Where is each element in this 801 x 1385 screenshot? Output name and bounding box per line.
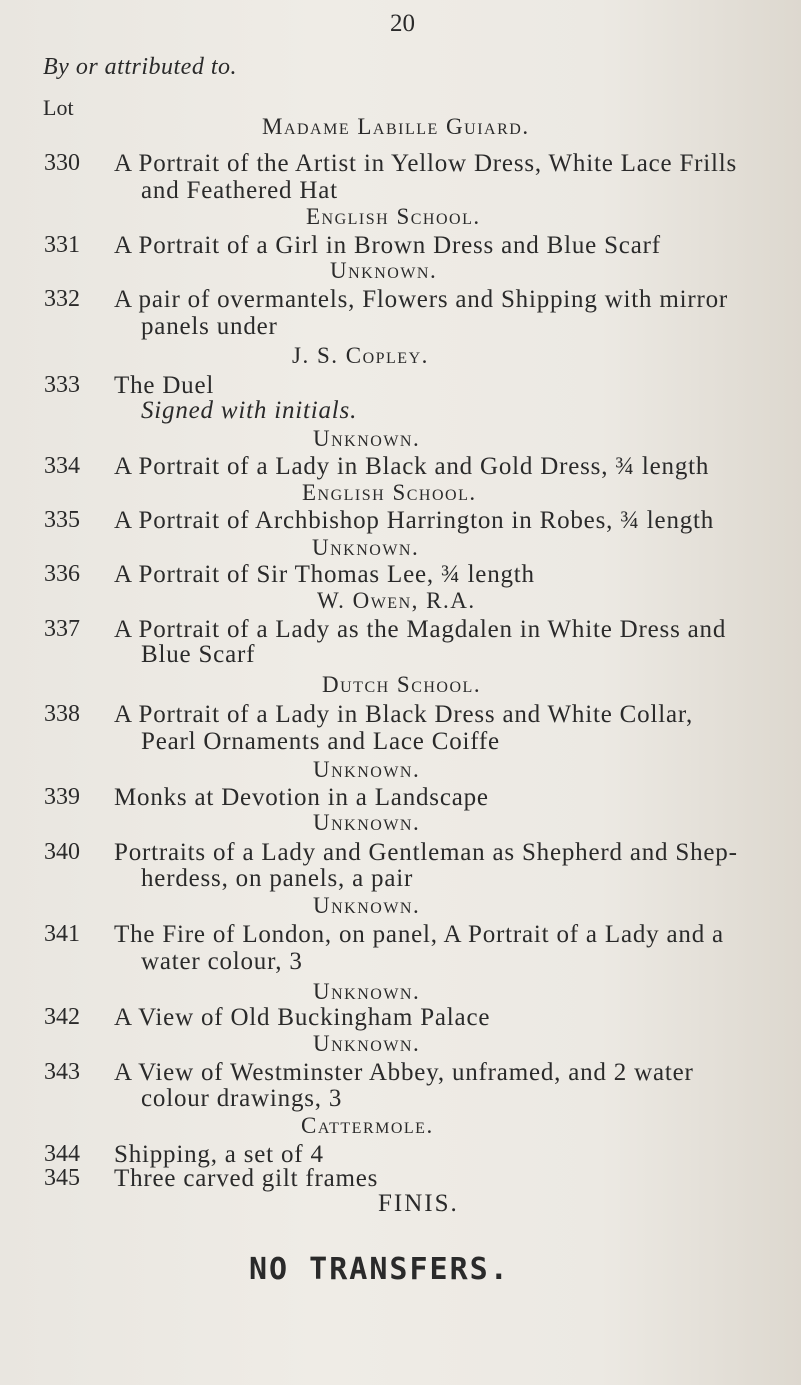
lot-description: The Fire of London, on panel, A Portrait of a Lady and a (114, 921, 724, 949)
artist-name: Unknown. (313, 1031, 421, 1057)
lot-number: 332 (44, 285, 80, 312)
lot-description-part: and Feathered Hat (141, 176, 338, 204)
lot-description: A Portrait of a Lady in Black and Gold Dress, ¾ length (114, 453, 710, 481)
artist-name: Unknown. (312, 534, 420, 560)
lot-description: A Portrait of Archbishop Harrington in Robes, ¾ length (114, 506, 715, 534)
lot-description: panels under (141, 313, 278, 341)
lot-description: Blue Scarf (141, 641, 256, 669)
lot-description: water colour, 3 (141, 947, 303, 975)
page-number: 20 (390, 10, 415, 37)
lot-description: colour drawings, 3 (141, 1085, 343, 1113)
artist-name: Unknown. (313, 892, 421, 918)
lot-description: A Portrait of a Girl in Brown Dress and Blue Scarf (114, 231, 661, 259)
artist-name: English School. (306, 204, 481, 230)
lot-description: herdess, on panels, a pair (141, 864, 414, 892)
lot-number: 340 (44, 838, 80, 865)
artist-name: Unknown. (313, 425, 421, 451)
lot-description: A View of Old Buckingham Palace (114, 1004, 491, 1032)
lot-number: 336 (44, 561, 80, 588)
artist-name: Unknown. (313, 810, 421, 836)
artist-name: Dutch School. (322, 672, 482, 698)
lot-description: A Portrait of the Artist in Yellow Dress, White Lace Frills (114, 150, 738, 178)
lot-number: 344 (44, 1140, 80, 1167)
lot-number: 331 (44, 231, 80, 258)
lot-number: 339 (44, 783, 80, 810)
lot-description: Pearl Ornaments and Lace Coiffe (141, 728, 500, 756)
lot-description: Three carved gilt frames (114, 1165, 379, 1192)
artist-name: Unknown. (330, 257, 438, 283)
artist-name: Unknown. (313, 757, 421, 783)
artist-name: Madame Labille Guiard. (262, 114, 530, 140)
lot-number: 334 (44, 453, 80, 480)
lot-number: 338 (44, 701, 80, 728)
lot-number: 345 (44, 1165, 80, 1191)
artist-name: Unknown. (313, 978, 421, 1004)
lot-number: 337 (44, 615, 80, 642)
lot-description: Portraits of a Lady and Gentleman as Shepherd and Shep- (114, 838, 738, 866)
lot-number: 330 (44, 150, 80, 177)
attribution-heading: By or attributed to. (43, 54, 237, 80)
no-transfers-notice: NO TRANSFERS. (249, 1252, 510, 1287)
artist-name: J. S. Copley. (292, 342, 429, 368)
lot-number: 342 (44, 1004, 80, 1031)
lot-description: A pair of overmantels, Flowers and Shipping with mirror (114, 285, 729, 313)
lot-column-label: Lot (43, 95, 74, 120)
lot-description: A Portrait of a Lady in Black Dress and White Collar, (114, 701, 694, 729)
lot-description: Shipping, a set of 4 (114, 1140, 324, 1168)
lot-description: A View of Westminster Abbey, unframed, and 2 water (114, 1058, 694, 1086)
lot-number: 341 (44, 921, 80, 948)
lot-description: The Duel (114, 371, 215, 399)
lot-description: Signed with initials. (141, 397, 358, 425)
lot-description: A Portrait of a Lady as the Magdalen in White Dress and (114, 615, 727, 643)
finis-mark: FINIS. (378, 1190, 459, 1217)
lot-number: 343 (44, 1058, 80, 1085)
lot-description (141, 177, 338, 205)
artist-name: English School. (302, 479, 477, 505)
lot-number: 335 (44, 506, 80, 533)
lot-number: 333 (44, 371, 80, 398)
artist-name: W. Owen, R.A. (317, 588, 476, 614)
lot-description: A Portrait of Sir Thomas Lee, ¾ length (114, 561, 535, 589)
lot-description: Monks at Devotion in a Landscape (114, 783, 489, 811)
artist-name: Cattermole. (301, 1113, 434, 1139)
